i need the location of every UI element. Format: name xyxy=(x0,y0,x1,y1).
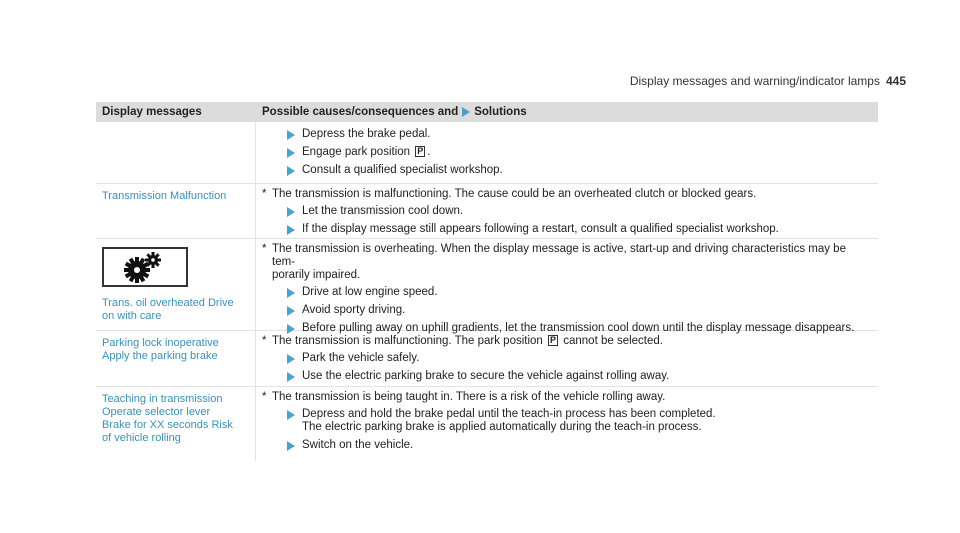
bullet-arrow-icon xyxy=(280,223,302,235)
list-item: Use the electric parking brake to secure the vehicle against rolling away. xyxy=(262,370,872,383)
display-message: Trans. oil overheated Drive xyxy=(102,297,234,309)
table-row xyxy=(96,331,878,387)
display-message: of vehicle rolling xyxy=(102,432,181,444)
cause-text: * The transmission is malfunctioning. The park position P cannot be selected. xyxy=(262,335,663,347)
list-item: Avoid sporty driving. xyxy=(262,304,872,317)
table-header xyxy=(96,102,878,122)
park-position-icon: P xyxy=(550,335,557,345)
list-item: Depress and hold the brake pedal until the teach-in process has been completed. The electric parking brake is applied automatically during the teach-in process. xyxy=(262,408,872,434)
table-row xyxy=(96,239,878,334)
bullet-arrow-icon xyxy=(280,304,302,316)
list-item: Let the transmission cool down. xyxy=(262,205,872,218)
solution-arrow-icon xyxy=(462,107,470,117)
cause-text: * The transmission is being taught in. There is a risk of the vehicle rolling away. xyxy=(262,391,666,403)
column-header-causes: Possible causes/consequences and xyxy=(262,106,459,118)
cause-text: * The transmission is overheating. When the display message is active, start-up and driving characteristics may be tem- porarily impaired. xyxy=(262,243,846,281)
display-message: Teaching in transmission xyxy=(102,393,223,405)
list-item: Switch on the vehicle. xyxy=(262,439,872,452)
column-header-solutions-label: Solutions xyxy=(474,106,527,118)
page-header xyxy=(630,74,906,88)
message-cell xyxy=(96,184,256,238)
solution-cell xyxy=(256,387,878,461)
bullet-arrow-icon xyxy=(280,286,302,298)
display-message: on with care xyxy=(102,310,162,322)
bullet-arrow-icon xyxy=(280,205,302,217)
solution-cell xyxy=(256,239,878,334)
list-item: Before pulling away on uphill gradients, let the transmission cool down until the display message disappears. xyxy=(262,322,872,335)
bullet-arrow-icon xyxy=(280,164,302,176)
cause-text: * The transmission is malfunctioning. The cause could be an overheated clutch or blocked gears. xyxy=(262,188,757,200)
column-header-messages: Display messages xyxy=(102,106,202,118)
page-number: 445 xyxy=(885,74,906,88)
bullet-arrow-icon xyxy=(280,128,302,140)
message-cell xyxy=(96,239,256,330)
display-message: Brake for XX seconds Risk xyxy=(102,419,233,431)
list-item: Drive at low engine speed. xyxy=(262,286,872,299)
display-message: Apply the parking brake xyxy=(102,350,218,362)
header-title: Display messages and warning/indicator lamps xyxy=(629,74,880,88)
list-item: Consult a qualified specialist workshop. xyxy=(262,164,872,177)
display-message: Operate selector lever xyxy=(102,406,211,418)
bullet-arrow-icon xyxy=(280,352,302,364)
list-item: If the display message still appears following a restart, consult a qualified specialist workshop. xyxy=(262,223,872,236)
list-item: Engage park position P . xyxy=(262,146,872,159)
column-header-solutions xyxy=(256,106,878,118)
display-message: Parking lock inoperative xyxy=(102,337,219,349)
bullet-arrow-icon xyxy=(280,370,302,382)
table-row xyxy=(96,184,878,239)
bullet-arrow-icon xyxy=(280,439,302,451)
transmission-overheating-icon xyxy=(102,247,188,287)
list-item: Depress the brake pedal. xyxy=(262,128,872,141)
message-cell xyxy=(96,122,256,183)
bullet-arrow-icon xyxy=(280,146,302,158)
table-row xyxy=(96,122,878,184)
solution-cell xyxy=(256,122,878,183)
park-position-icon: P xyxy=(417,146,424,156)
bullet-arrow-icon xyxy=(280,408,302,420)
list-item: Park the vehicle safely. xyxy=(262,352,872,365)
message-cell xyxy=(96,387,256,461)
table-row xyxy=(96,387,878,461)
messages-table xyxy=(96,102,878,461)
message-cell xyxy=(96,331,256,386)
solution-cell xyxy=(256,331,878,386)
display-message: Transmission Malfunction xyxy=(102,190,227,202)
solution-cell xyxy=(256,184,878,238)
